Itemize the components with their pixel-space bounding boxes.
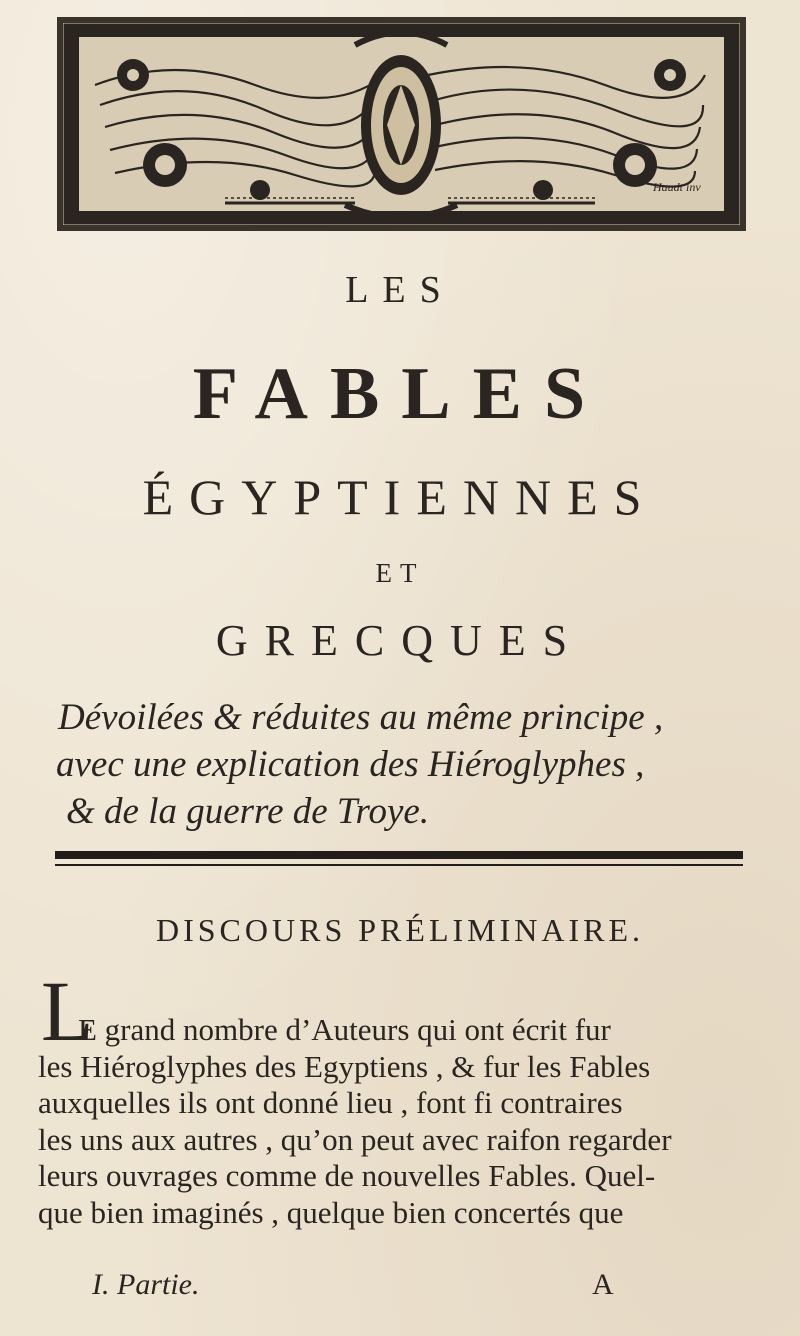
drop-cap: L <box>41 963 94 1059</box>
subtitle <box>54 694 754 835</box>
subtitle-line-1: Dévoilées & réduites au même principe , <box>58 697 664 738</box>
headpiece-engraver-mark: Haudt inv <box>653 180 701 194</box>
page-footer <box>0 1268 800 1308</box>
title-grecques: GRECQUES <box>215 616 585 665</box>
divider-thick <box>55 851 743 859</box>
ornamental-headpiece <box>55 15 748 233</box>
title-fables: FABLES <box>192 353 608 435</box>
body-line: auxquelles ils ont donné lieu , font fi contraires <box>38 1085 623 1120</box>
subtitle-line-2: avec une explication des Hiéroglyphes , <box>56 744 645 785</box>
divider-thin <box>55 864 743 866</box>
part-label: I. Partie. <box>92 1268 200 1301</box>
title-et: ET <box>375 558 425 588</box>
body-line: E grand nombre d’Auteurs qui ont écrit fur <box>78 1012 611 1047</box>
title-les: LES <box>345 269 455 311</box>
body-line: les Hiéroglyphes des Egyptiens , & fur les Fables <box>38 1048 651 1084</box>
title-egyptiennes: ÉGYPTIENNES <box>142 469 658 525</box>
body-paragraph <box>38 1012 768 1231</box>
body-line: les uns aux autres , qu’on peut avec raifon regarder <box>38 1121 672 1157</box>
body-line: leurs ouvrages comme de nouvelles Fables. Quel- <box>38 1158 656 1193</box>
section-heading: DISCOURS PRÉLIMINAIRE. <box>155 912 645 948</box>
subtitle-line-3: & de la guerre de Troye. <box>66 791 430 832</box>
signature-mark: A <box>592 1268 614 1301</box>
body-line: que bien imaginés , quelque bien concertés que <box>38 1194 624 1230</box>
